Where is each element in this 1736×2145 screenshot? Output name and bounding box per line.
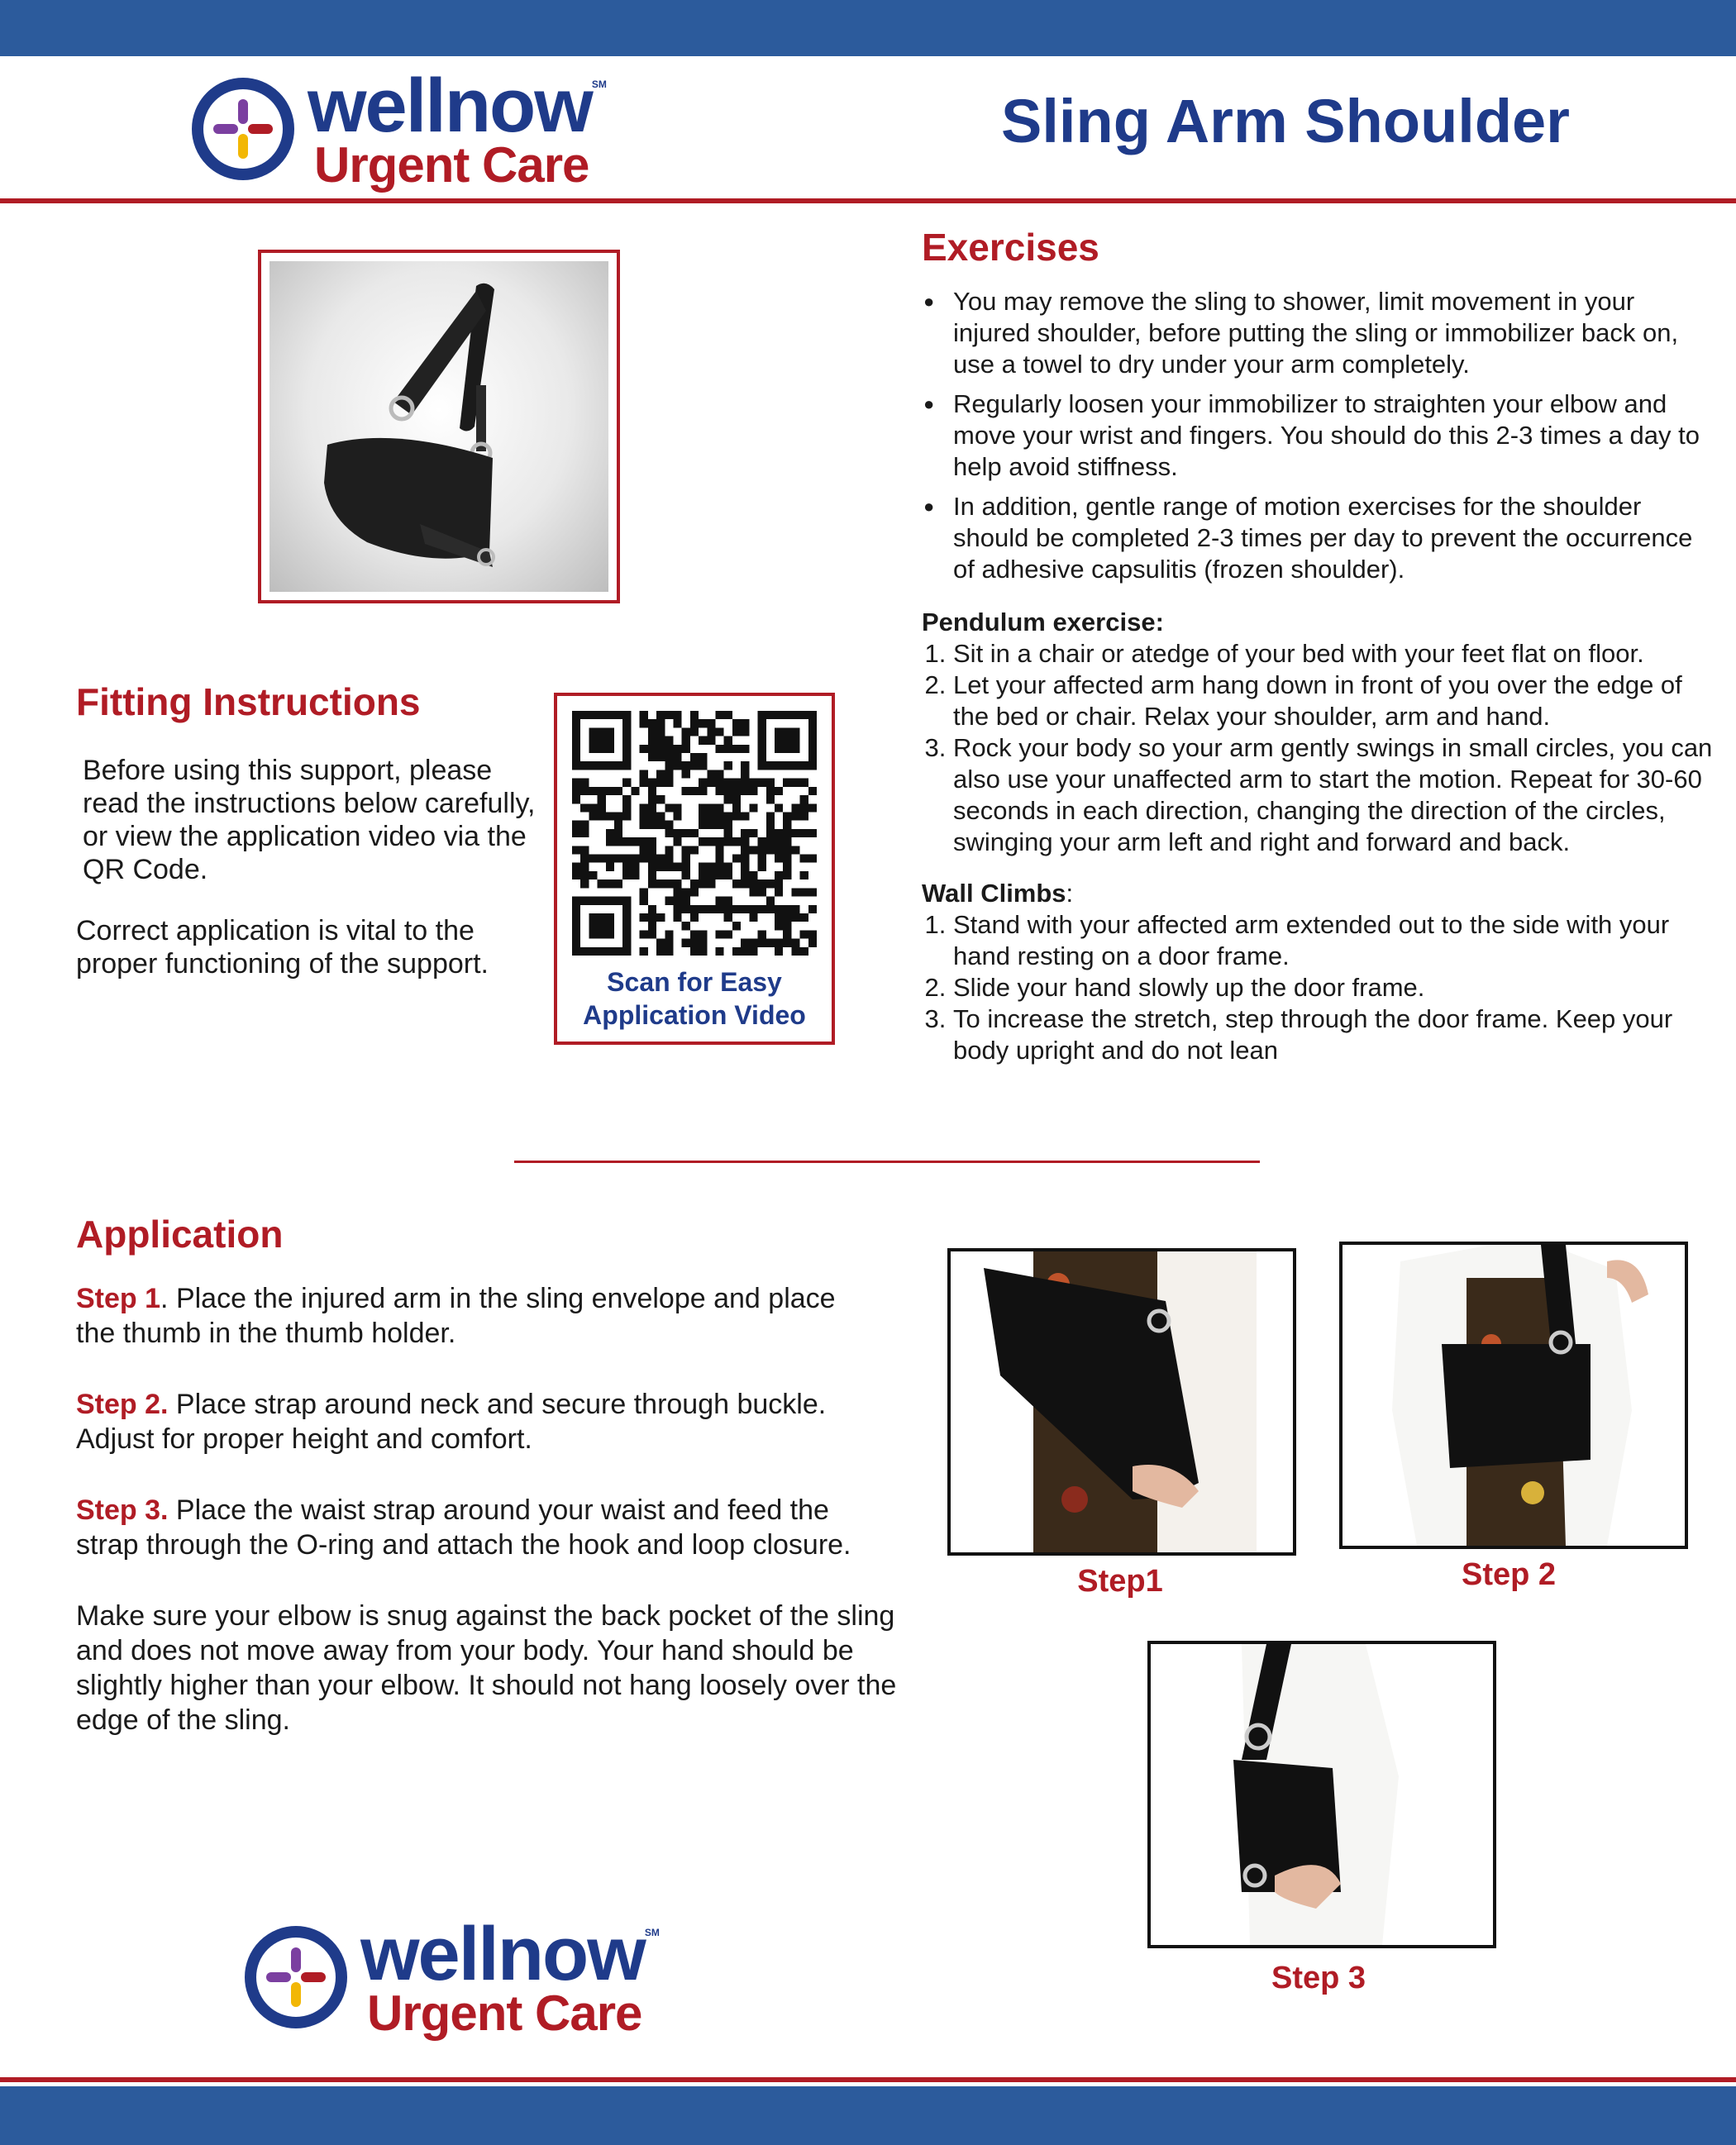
step-1-caption: Step1 — [1077, 1564, 1163, 1599]
step-2-image — [1343, 1245, 1685, 1546]
header-logo — [188, 64, 607, 193]
wellnow-cross-logo-icon — [188, 74, 298, 184]
step-2-text: Step 2. Place strap around neck and secure through buckle. — [76, 1389, 827, 1420]
list-item: 1. Stand with your affected arm extended out to the side with your hand resting on a door frame. — [953, 909, 1715, 972]
step-3-extra: strap through the O-ring and attach the hook and loop closure. — [76, 1529, 851, 1561]
wall-climbs-heading: Wall Climbs: — [922, 879, 1074, 908]
list-item: 3. To increase the stretch, step through the door frame. Keep your body upright and do not lean — [953, 1003, 1715, 1066]
step-2-caption: Step 2 — [1461, 1557, 1557, 1592]
list-item: 3. Rock your body so your arm gently swings in small circles, you can also use your unaffected arm to start the motion. Repeat for 30-60 seconds in each direction, changing the direction of the circles, swinging your arm left and right and forward and back. — [953, 732, 1715, 858]
product-image-frame — [258, 250, 620, 603]
pendulum-steps-list — [922, 638, 1715, 858]
logo-subtitle: Urgent Care — [314, 137, 589, 193]
step-3-photo — [1147, 1641, 1496, 1948]
qr-code-box[interactable] — [554, 693, 835, 1045]
closing-paragraph: Make sure your elbow is snug against the back pocket of the sling and does not move away from your body. Your hand should be slightly higher than your elbow. It should not hang loosely over the edge of the sling. — [76, 1600, 897, 1736]
step-3-caption: Step 3 — [1271, 1961, 1366, 1995]
application-heading: Application — [76, 1213, 284, 1256]
qr-caption: Scan for Easy Application Video — [583, 967, 806, 1030]
exercises-heading: Exercises — [922, 226, 1099, 269]
step-2-photo — [1339, 1242, 1688, 1549]
list-item: ● Regularly loosen your immobilizer to straighten your elbow and move your wrist and fingers. You should do this 2-3 times a day to help avoid stiffness. — [922, 388, 1715, 483]
step-1-image — [951, 1251, 1293, 1552]
step-3-image — [1151, 1644, 1493, 1945]
top-color-bar — [0, 0, 1736, 56]
list-item: 2. Let your affected arm hang down in front of you over the edge of the bed or chair. Relax your shoulder, arm and hand. — [953, 670, 1715, 732]
fitting-heading: Fitting Instructions — [76, 680, 421, 723]
step-1-text: Step 1. Place the injured arm in the sling envelope and place the thumb in the thumb holder. — [76, 1283, 836, 1349]
list-item: ● You may remove the sling to shower, limit movement in your injured shoulder, before putting the sling or immobilizer back on, use a towel to dry under your arm completely. — [922, 286, 1715, 380]
exercises-section — [922, 225, 1715, 1066]
exercises-bullet-list — [922, 286, 1715, 585]
arm-sling-product-image — [269, 261, 608, 592]
list-item: 2. Slide your hand slowly up the door frame. — [953, 972, 1715, 1003]
footer-logo — [241, 1912, 660, 2041]
page-title: Sling Arm Shoulder — [1001, 87, 1570, 155]
section-divider — [514, 1161, 1260, 1163]
step-3-text: Step 3. Place the waist strap around your waist and feed the — [76, 1494, 829, 1526]
list-item: 1. Sit in a chair or atedge of your bed with your feet flat on floor. — [953, 638, 1715, 670]
qr-code-icon[interactable] — [572, 711, 817, 956]
logo-wordmark: wellnow SM — [308, 64, 607, 148]
application-section — [76, 1212, 911, 1737]
fitting-paragraph: Correct application is vital to the proper functioning of the support. — [76, 915, 489, 980]
wall-climbs-steps-list — [922, 909, 1715, 1066]
logo-subtitle: Urgent Care — [367, 1985, 642, 2041]
wellnow-cross-logo-icon — [241, 1923, 351, 2032]
fitting-instructions-section — [76, 679, 572, 980]
fitting-paragraph: Before using this support, please read the instructions below carefully, or view the application video via the QR Code. — [83, 755, 536, 885]
step-2-extra: Adjust for proper height and comfort. — [76, 1423, 532, 1455]
step-1-photo — [947, 1248, 1296, 1556]
footer-divider — [0, 2077, 1736, 2082]
header-divider — [0, 198, 1736, 203]
logo-wordmark: wellnow SM — [360, 1912, 660, 1996]
list-item: ● In addition, gentle range of motion exercises for the shoulder should be completed 2-3 times per day to prevent the occurrence of adhesive capsulitis (frozen shoulder). — [922, 491, 1715, 585]
pendulum-heading: Pendulum exercise: — [922, 608, 1164, 636]
bottom-color-bar — [0, 2086, 1736, 2145]
